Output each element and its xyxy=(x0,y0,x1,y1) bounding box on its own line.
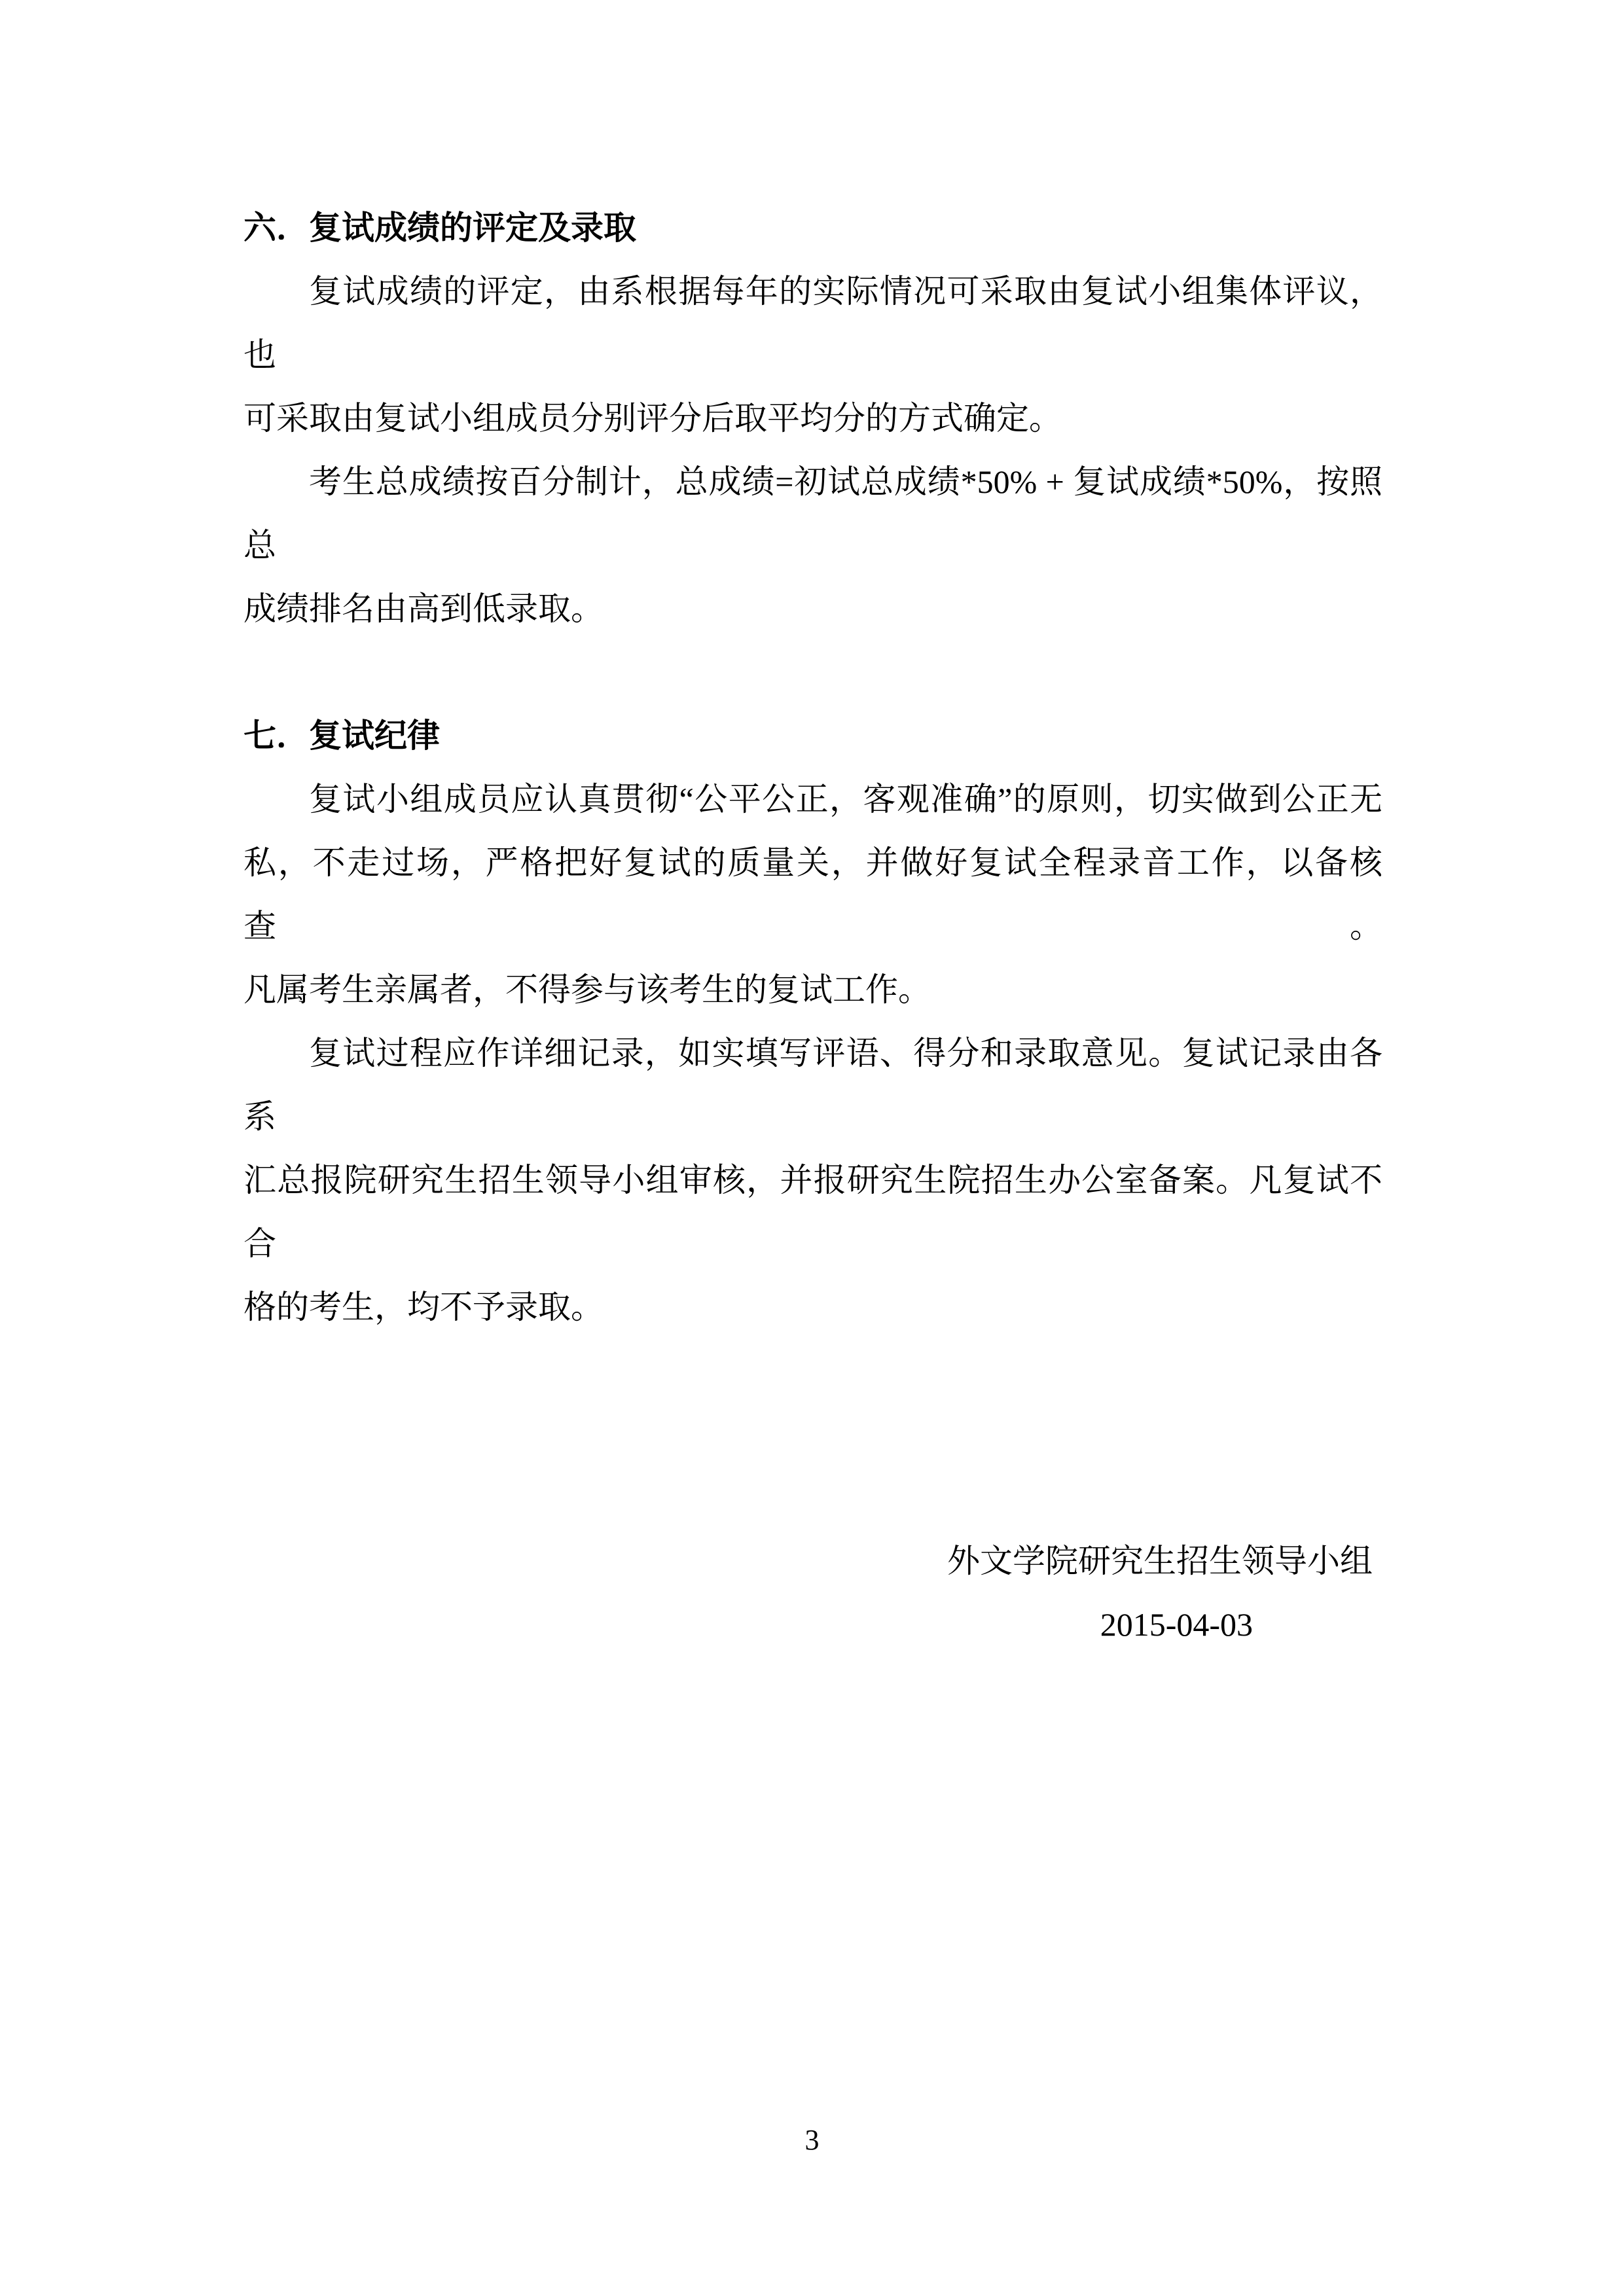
document-body xyxy=(244,196,1382,1657)
signature-name: 外文学院研究生招生领导小组 xyxy=(947,1543,1373,1579)
paragraph-line: 汇总报院研究生招生领导小组审核，并报研究生院招生办公室备案。凡复试不合 xyxy=(244,1162,1382,1262)
paragraph-line: 格的考生，均不予录取。 xyxy=(244,1289,604,1325)
paragraph-line: 复试过程应作详细记录，如实填写评语、得分和录取意见。复试记录由各系 xyxy=(244,1035,1382,1135)
section-heading: 六．复试成绩的评定及录取 xyxy=(244,209,636,246)
paragraph-line: 考生总成绩按百分制计，总成绩=初试总成绩*50% + 复试成绩*50%，按照总 xyxy=(244,463,1382,564)
signature-date: 2015-04-03 xyxy=(1100,1606,1253,1643)
paragraph-line: 复试成绩的评定，由系根据每年的实际情况可采取由复试小组集体评议，也 xyxy=(244,273,1382,373)
section-heading: 七．复试纪律 xyxy=(244,717,440,754)
paragraph-line: 凡属考生亲属者，不得参与该考生的复试工作。 xyxy=(244,971,931,1008)
document-lines xyxy=(244,196,1382,1530)
blank-line xyxy=(244,641,1382,704)
paragraph-line: 私，不走过场，严格把好复试的质量关，并做好复试全程录音工作，以备核查。 xyxy=(244,844,1382,944)
paragraph-line: 可采取由复试小组成员分别评分后取平均分的方式确定。 xyxy=(244,400,1062,437)
page-number: 3 xyxy=(804,2124,820,2156)
paragraph-line: 复试小组成员应认真贯彻“公平公正，客观准确”的原则，切实做到公正无 xyxy=(309,781,1382,817)
blank-line xyxy=(244,1339,1382,1403)
paragraph-line: 成绩排名由高到低录取。 xyxy=(244,590,604,627)
blank-line xyxy=(244,1466,1382,1530)
blank-line xyxy=(244,1403,1382,1466)
